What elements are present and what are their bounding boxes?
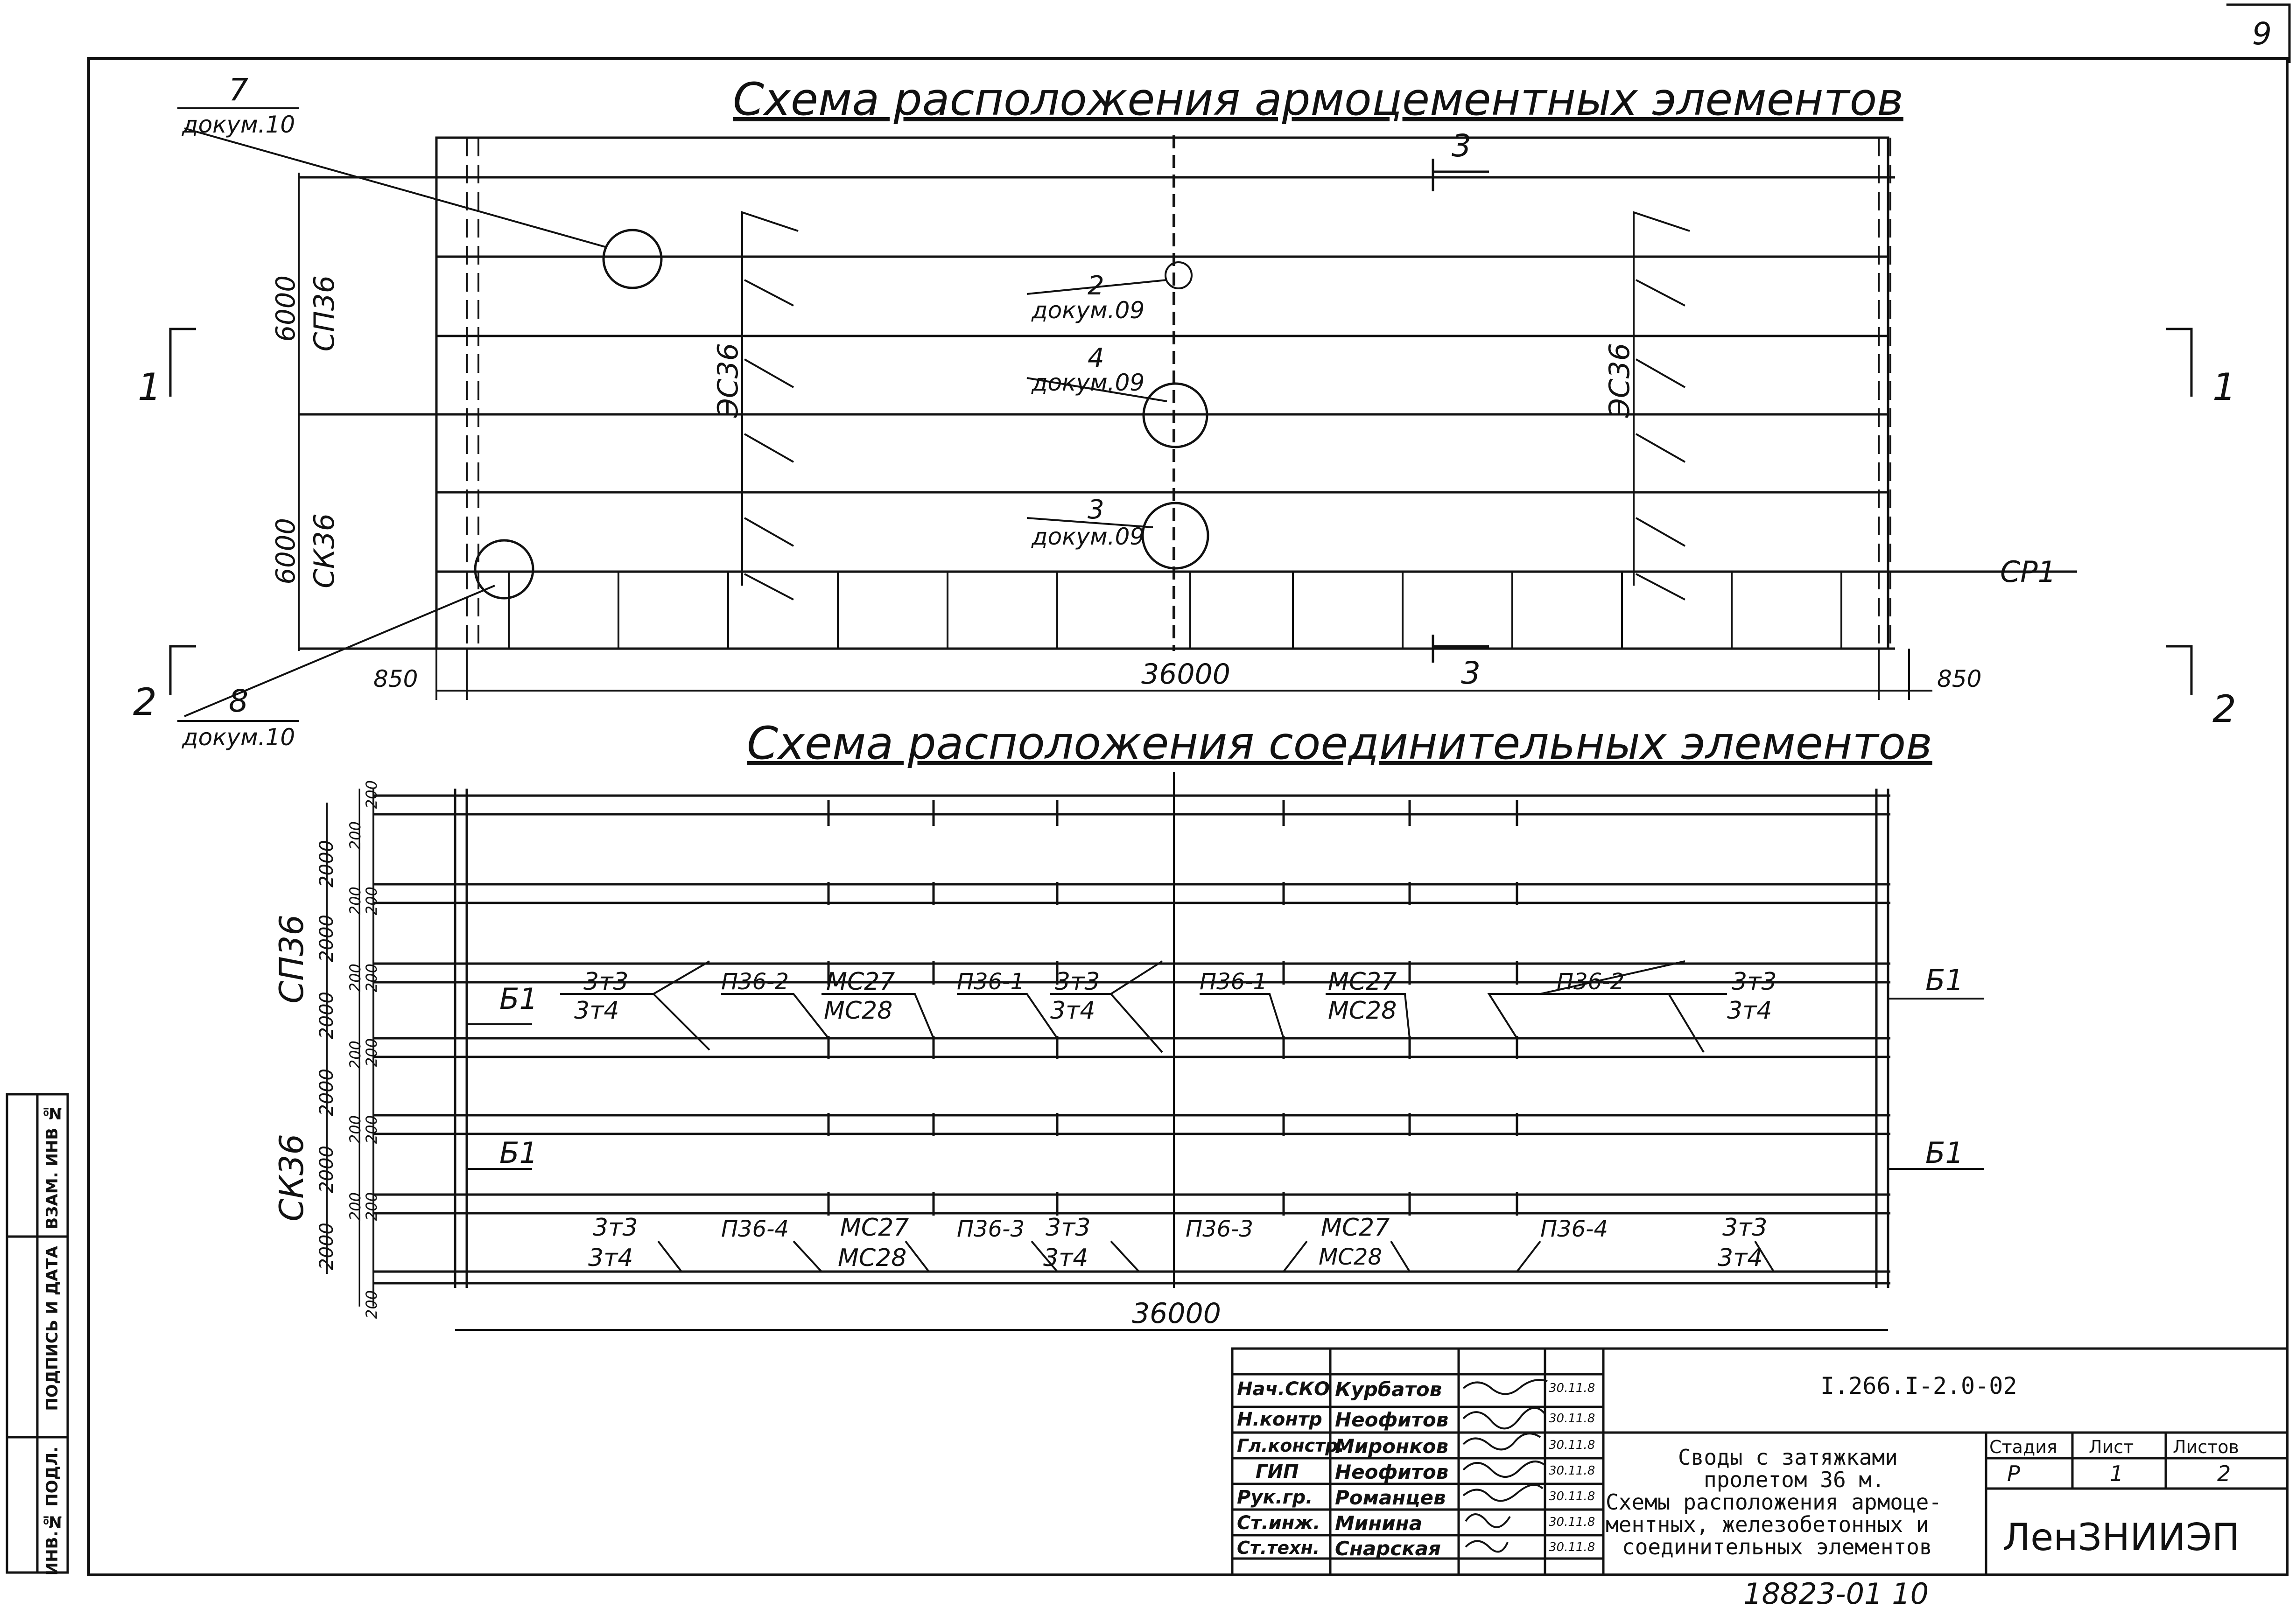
stage-header: Стадия [1989,1437,2057,1457]
element-label-ms28: МС28 [1328,997,1397,1025]
description-line-2: пролетом 36 м. [1704,1467,1885,1492]
element-label-p36-4: П36-4 [721,1216,789,1242]
name-neofitov: Неофитов [1335,1408,1449,1431]
element-label-p36-1: П36-1 [957,969,1025,995]
organization-name: ЛенЗНИИЭП [2002,1516,2240,1559]
element-label-ms27: МС27 [1321,1214,1390,1242]
element-label-ms28: МС28 [824,997,893,1025]
connector-scheme-title: Схема расположения соединительных элементов [747,717,1932,769]
element-label-3t4: 3т4 [1718,1244,1763,1272]
name-neofitov-2: Неофитов [1335,1461,1449,1483]
stamp-inv-podl: ИНВ.№ ПОДЛ. [43,1447,62,1576]
description-line-4: ментных, железобетонных и [1606,1512,1929,1537]
description-line-5: соединительных элементов [1622,1534,1932,1559]
callout-8-number: 8 [229,683,248,719]
stamp-vzam-inv: ВЗАМ. ИНВ № [43,1104,62,1230]
date-4: 30.11.8 [1549,1464,1595,1478]
row-dim-200: 200 [363,780,380,809]
element-label-ms27: МС27 [826,968,895,996]
dim-36000-bottom: 36000 [1132,1297,1221,1330]
sheet-corner-number: 9 [2252,16,2272,52]
callout-2-doc: докум.09 [1032,297,1145,324]
row-dim-200: 200 [346,964,364,993]
b1-label: Б1 [499,1136,538,1170]
b1-label: Б1 [1925,1136,1964,1170]
description-line-1: Своды с затяжками [1678,1445,1898,1470]
callout-7-number: 7 [229,72,248,108]
element-label-3t4: 3т4 [1727,997,1772,1025]
row-dim-2000: 2000 [316,1069,337,1116]
callout-7-doc: докум.10 [182,111,295,138]
zone-label-sk36: СК36 [308,513,341,588]
element-label-p36-1: П36-1 [1200,969,1268,995]
callout-4-number: 4 [1088,343,1104,373]
callout-3-number: 3 [1088,495,1104,525]
date-7: 30.11.8 [1549,1540,1595,1554]
row-dim-200: 200 [363,887,380,916]
element-label-3t3: 3т3 [1046,1214,1091,1242]
dim-850-right: 850 [1937,665,1982,692]
role-gip: ГИП [1256,1461,1299,1482]
dim-850-left: 850 [373,665,418,692]
name-mironkov: Миронков [1335,1435,1449,1458]
stamp-signature-date: ПОДПИСЬ И ДАТА [43,1246,62,1411]
row-dim-200: 200 [363,964,380,993]
element-label-3t3: 3т3 [1722,1214,1768,1242]
element-label-p36-3: П36-3 [957,1216,1025,1242]
row-dim-2000: 2000 [316,1146,337,1193]
row-dim-200: 200 [363,1038,380,1067]
row-dim-200: 200 [346,1115,364,1144]
element-label-3t3: 3т3 [1055,968,1100,996]
row-dim-200: 200 [346,1192,364,1221]
date-1: 30.11.8 [1549,1381,1595,1395]
name-minina: Минина [1335,1512,1423,1535]
element-label-p36-3: П36-3 [1186,1216,1254,1242]
element-label-3t4: 3т4 [1050,997,1095,1025]
name-romantsev: Романцев [1335,1486,1446,1509]
callout-4-doc: докум.09 [1032,369,1145,396]
section-mark-1-left: 1 [138,365,161,409]
element-label-ms27: МС27 [1328,968,1397,996]
element-label-3t4: 3т4 [574,997,619,1025]
description-line-3: Схемы расположения армоце- [1606,1489,1942,1515]
date-3: 30.11.8 [1549,1438,1595,1452]
zone-dim-6000-top: 6000 [271,275,301,342]
callout-2-number: 2 [1088,271,1104,301]
es36-right-label: ЭС36 [1603,343,1636,418]
element-label-3t3: 3т3 [583,968,629,996]
name-snarskaya: Снарская [1335,1537,1441,1560]
cut-mark-3-top: 3 [1452,128,1471,164]
sheet-header: Лист [2089,1437,2134,1457]
role-ruk-gr: Рук.гр. [1237,1487,1313,1508]
group-label-sk36: СК36 [273,1134,311,1222]
row-dim-200: 200 [346,1041,364,1070]
archive-number: 18823-01 10 [1743,1577,1929,1611]
row-dim-2000: 2000 [316,1223,337,1270]
row-dim-200: 200 [363,1192,380,1221]
row-dim-200: 200 [346,821,364,850]
cp1-label: СР1 [2000,555,2057,589]
element-label-3t3: 3т3 [593,1214,638,1242]
element-label-p36-2: П36-2 [1557,969,1625,995]
element-label-ms28: МС28 [1319,1244,1383,1270]
section-mark-1-right: 1 [2212,365,2236,409]
callout-3-doc: докум.09 [1032,523,1145,550]
sheet-value: 1 [2110,1461,2124,1486]
es36-left-label: ЭС36 [712,343,744,418]
date-2: 30.11.8 [1549,1412,1595,1426]
row-dim-200: 200 [363,1115,380,1144]
b1-label: Б1 [499,982,538,1016]
element-label-p36-2: П36-2 [721,969,789,995]
section-mark-2-right: 2 [2212,687,2236,731]
row-dim-2000: 2000 [316,992,337,1039]
date-5: 30.11.8 [1549,1489,1595,1503]
element-label-ms27: МС27 [840,1214,909,1242]
zone-label-sp36: СП36 [308,275,341,352]
element-label-3t4: 3т4 [1043,1244,1088,1272]
role-st-inzh: Ст.инж. [1237,1512,1320,1534]
row-dim-200: 200 [363,1290,380,1319]
dim-36000-top: 36000 [1141,658,1230,691]
row-dim-200: 200 [346,887,364,916]
b1-label: Б1 [1925,963,1964,997]
role-gl-konstr: Гл.констр. [1237,1435,1345,1456]
role-n-kontr: Н.контр [1237,1409,1322,1430]
date-6: 30.11.8 [1549,1515,1595,1529]
element-label-3t4: 3т4 [588,1244,633,1272]
role-st-tekhn: Ст.техн. [1237,1538,1320,1558]
document-code: I.266.I-2.0-02 [1820,1372,2017,1399]
zone-dim-6000-bottom: 6000 [271,518,301,585]
sheets-header: Листов [2173,1437,2239,1457]
sheets-value: 2 [2217,1461,2231,1486]
element-label-ms28: МС28 [838,1244,907,1272]
section-mark-2-left: 2 [133,680,157,724]
row-dim-2000: 2000 [316,915,337,962]
element-label-3t3: 3т3 [1732,968,1777,996]
armocement-scheme-title: Схема расположения армоцементных элементов [733,73,1903,126]
row-dim-2000: 2000 [316,840,337,888]
element-label-p36-4: П36-4 [1540,1216,1608,1242]
name-kurbatov: Курбатов [1335,1378,1442,1401]
role-nach-sko: Нач.СКО [1237,1378,1330,1400]
stage-value: Р [2007,1461,2020,1486]
group-label-sp36: СП36 [273,915,311,1004]
cut-mark-3-bottom: 3 [1461,655,1481,691]
callout-8-doc: докум.10 [182,724,295,751]
